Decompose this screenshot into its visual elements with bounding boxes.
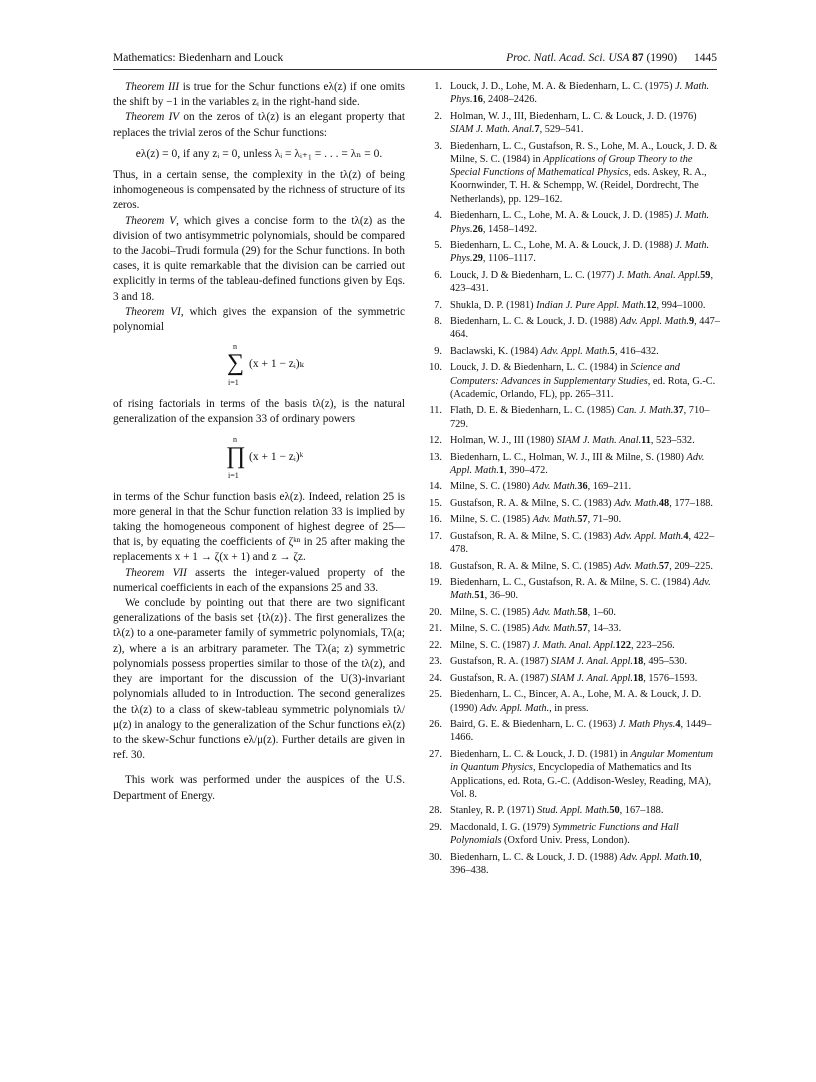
reference-pages: , 529–541. xyxy=(539,124,584,136)
reference-authors: Biedenharn, L. C., Lohe, M. A. & Louck, J. D. (1985) xyxy=(450,210,676,222)
reference-item xyxy=(424,672,720,685)
reference-pages: , 1458–1492. xyxy=(482,223,537,235)
reference-journal: Adv. Math. xyxy=(532,623,578,635)
reference-item xyxy=(424,434,720,447)
reference-pages: , 1576–1593. xyxy=(643,672,698,684)
reference-item xyxy=(424,345,720,358)
equation-product xyxy=(113,436,405,482)
reference-authors: Gustafson, R. A. (1987) xyxy=(450,656,551,668)
reference-number: 5. xyxy=(434,240,442,252)
reference-authors: Gustafson, R. A. & Milne, S. C. (1983) xyxy=(450,497,615,509)
reference-pages: , 447–464. xyxy=(450,316,720,341)
reference-journal: Adv. Math. xyxy=(532,481,578,493)
reference-number: 8. xyxy=(434,316,442,328)
reference-pages: , 209–225. xyxy=(669,560,713,572)
reference-item xyxy=(424,622,720,635)
reference-journal: Applications of Group Theory to the Special Functions of Mathematical Physics xyxy=(450,153,693,179)
reference-pages: , 14–33. xyxy=(587,623,622,635)
reference-pages: , ed. Rota, G.-C. (Academic, Orlando, FL), pp. 265–311. xyxy=(450,375,716,400)
reference-journal: SIAM J. Math. Anal. xyxy=(450,124,535,136)
reference-pages: , 71–90. xyxy=(587,514,622,526)
reference-journal: Indian J. Pure Appl. Math. xyxy=(536,299,647,311)
reference-pages: , in press. xyxy=(549,702,589,714)
reference-number: 3. xyxy=(434,140,442,152)
reference-pages: , Encyclopedia of Mathematics and Its Applications, ed. Rota, G.-C. (Addison-Wesley, Reading, MA), Vol. 8. xyxy=(450,762,712,800)
reference-journal: SIAM J. Anal. Appl. xyxy=(550,672,633,684)
reference-volume: 50 xyxy=(609,805,620,817)
reference-item xyxy=(424,851,720,878)
equation-zeros: eλ(z) = 0, if any zᵢ = 0, unless λᵢ = λᵢ₊₁ = . . . = λₙ = 0. xyxy=(135,147,383,160)
reference-number: 7. xyxy=(434,299,442,311)
reference-volume: 57 xyxy=(577,623,588,635)
reference-number: 15. xyxy=(429,497,442,509)
reference-item xyxy=(424,404,720,431)
reference-journal: Adv. Math. xyxy=(614,497,659,509)
reference-pages: , 36–90. xyxy=(484,590,519,602)
reference-journal: Adv. Appl. Math. xyxy=(619,316,689,328)
reference-authors: Stanley, R. P. (1971) xyxy=(450,805,538,817)
paragraph-theorem-iii: Theorem III is true for the Schur functions eλ(z) if one omits the shift by −1 in the variables zᵢ in the right-hand side. xyxy=(113,81,405,109)
reference-pages: , 2408–2426. xyxy=(482,94,537,106)
reference-item xyxy=(424,209,720,236)
reference-authors: Biedenharn, L. C., Gustafson, R. S., Lohe, M. A., Louck, J. D. & Milne, S. C. (1984) in xyxy=(450,140,718,165)
reference-journal: Symmetric Functions and Hall Polynomials xyxy=(450,821,679,847)
reference-item xyxy=(424,299,720,312)
reference-pages: , 495–530. xyxy=(643,656,688,668)
header-year: (1990) xyxy=(646,52,678,64)
product-lower-limit: i=1 xyxy=(228,470,239,480)
reference-item xyxy=(424,748,720,801)
reference-journal: Angular Momentum in Quantum Physics xyxy=(450,748,714,774)
reference-pages: , 167–188. xyxy=(619,805,664,817)
reference-number: 23. xyxy=(429,656,442,668)
reference-number: 16. xyxy=(429,514,442,526)
reference-item xyxy=(424,480,720,493)
reference-journal: J. Math. Anal. Appl. xyxy=(617,269,701,281)
reference-number: 21. xyxy=(429,623,442,635)
paragraph-rising-factorials: of rising factorials in terms of the basis tλ(z), is the natural generalization of the expansion 33 of ordinary powers xyxy=(113,398,405,426)
left-column xyxy=(113,80,405,804)
reference-number: 4. xyxy=(434,210,442,222)
page-number: 1445 xyxy=(694,52,717,64)
reference-authors: Baclawski, K. (1984) xyxy=(450,345,541,357)
reference-volume: 51 xyxy=(474,590,485,602)
reference-volume: 122 xyxy=(615,639,631,651)
reference-volume: 16 xyxy=(472,94,483,106)
product-upper-limit: n xyxy=(233,434,237,444)
reference-number: 27. xyxy=(429,748,442,760)
reference-authors: Louck, J. D. & Biedenharn, L. C. (1984) in xyxy=(450,362,631,374)
reference-volume: 18 xyxy=(632,672,644,684)
reference-authors: Milne, S. C. (1980) xyxy=(450,481,533,493)
reference-authors: Biedenharn, L. C. & Louck, J. D. (1981) in xyxy=(450,748,631,760)
reference-authors: Louck, J. D & Biedenharn, L. C. (1977) xyxy=(450,269,618,281)
reference-journal: Adv. Appl. Math. xyxy=(450,451,705,476)
reference-pages: , 994–1000. xyxy=(656,299,706,311)
reference-journal: Adv. Math. xyxy=(450,577,711,602)
header-journal: Proc. Natl. Acad. Sci. USA xyxy=(506,52,630,64)
reference-volume: 1 xyxy=(498,464,505,476)
header-rule xyxy=(113,69,717,70)
reference-item xyxy=(424,513,720,526)
reference-number: 6. xyxy=(434,269,442,281)
sum-lower-limit: i=1 xyxy=(228,378,239,388)
reference-pages: , eds. Askey, R. A., Koornwinder, T. H. & Schempp, W. (Reidel, Dordrecht, The Netherlands), pp. 129–162. xyxy=(450,167,707,205)
reference-authors: Milne, S. C. (1985) xyxy=(450,606,533,618)
reference-journal: SIAM J. Math. Anal. xyxy=(556,435,642,447)
reference-number: 13. xyxy=(429,451,442,463)
reference-item xyxy=(424,821,720,848)
reference-number: 1. xyxy=(434,81,442,92)
reference-volume: 57 xyxy=(577,514,588,526)
reference-list xyxy=(424,80,720,880)
reference-volume: 7 xyxy=(534,124,540,136)
reference-journal: Adv. Appl. Math. xyxy=(540,345,610,357)
reference-authors: Holman, W. J., III (1980) xyxy=(450,435,557,447)
reference-authors: Milne, S. C. (1987) xyxy=(450,639,533,651)
reference-journal: Adv. Appl. Math. xyxy=(619,851,689,863)
sum-body: (x + 1 − zᵢ)ₖ xyxy=(249,358,304,371)
reference-number: 18. xyxy=(429,560,442,572)
reference-journal: Stud. Appl. Math. xyxy=(537,805,610,817)
reference-pages: , 177–188. xyxy=(669,497,713,509)
reference-journal: J. Math. Phys. xyxy=(450,210,710,235)
reference-journal: Adv. Math. xyxy=(532,514,578,526)
reference-item xyxy=(424,655,720,668)
reference-volume: 59 xyxy=(700,269,711,281)
reference-pages: , 710–729. xyxy=(450,405,710,430)
reference-journal: Adv. Math. xyxy=(614,560,659,572)
reference-journal: Can. J. Math. xyxy=(617,405,674,417)
reference-journal: SIAM J. Anal. Appl. xyxy=(550,656,633,668)
product-body: (x + 1 − zᵢ)ᵏ xyxy=(249,450,304,463)
reference-item xyxy=(424,497,720,510)
reference-number: 26. xyxy=(429,719,442,731)
reference-item xyxy=(424,80,720,107)
reference-authors: Holman, W. J., III, Biedenharn, L. C. & Louck, J. D. (1976) xyxy=(450,110,697,122)
reference-authors: Gustafson, R. A. & Milne, S. C. (1983) xyxy=(450,530,615,542)
reference-pages: , 1106–1117. xyxy=(482,253,536,265)
reference-number: 11. xyxy=(429,405,442,417)
reference-number: 30. xyxy=(429,851,442,863)
reference-authors: Biedenharn, L. C., Gustafson, R. A. & Milne, S. C. (1984) xyxy=(450,577,693,589)
reference-authors: Biedenharn, L. C. & Louck, J. D. (1988) xyxy=(450,316,620,328)
reference-item xyxy=(424,110,720,137)
reference-number: 12. xyxy=(429,435,442,447)
reference-volume: 9 xyxy=(689,316,695,328)
equation-sum xyxy=(113,343,405,389)
reference-journal: Science and Computers: Advances in Supplementary Studies xyxy=(450,362,680,387)
reference-pages: , 422–478. xyxy=(450,530,715,556)
reference-authors: Louck, J. D., Lohe, M. A. & Biedenharn, L. C. (1975) xyxy=(450,81,676,92)
reference-number: 20. xyxy=(429,606,442,618)
reference-pages: , 1449–1466. xyxy=(450,719,712,744)
reference-number: 19. xyxy=(429,577,442,589)
reference-journal: J. Math. Anal. Appl. xyxy=(532,639,616,651)
reference-item xyxy=(424,718,720,745)
reference-volume: 36 xyxy=(577,481,588,493)
reference-authors: Macdonald, I. G. (1979) xyxy=(450,821,553,833)
reference-journal: Adv. Math. xyxy=(532,606,578,618)
reference-number: 22. xyxy=(429,639,442,651)
reference-volume: 26 xyxy=(472,223,483,235)
reference-pages: , 523–532. xyxy=(650,435,695,447)
reference-volume: 10 xyxy=(689,851,700,863)
reference-volume: 12 xyxy=(646,299,657,311)
reference-journal: J. Math Phys. xyxy=(618,719,676,731)
reference-number: 28. xyxy=(429,805,442,817)
reference-volume: 11 xyxy=(641,435,651,447)
reference-authors: Milne, S. C. (1985) xyxy=(450,623,533,635)
reference-authors: Gustafson, R. A. (1987) xyxy=(450,672,551,684)
paragraph-theorem-v: Theorem V, which gives a concise form to the tλ(z) as the division of two antisymmetric polynomials, should be compared to the Jacobi–Trudi formula (29) for the Schur functions. In both cases, it is quite remarkable that the division can be carried out explicitly in terms of the tableau-defined functions given by Eqs. 3 and 18. xyxy=(113,214,405,303)
reference-pages: , 390–472. xyxy=(504,464,548,476)
reference-authors: Biedenharn, L. C. & Louck, J. D. (1988) xyxy=(450,851,620,863)
paragraph-conclusion: We conclude by pointing out that there are two significant generalizations of the basis set {tλ(z)}. The first generalizes the tλ(z) to a one-parameter family of symmetric polynomials, Tλ(a; z), where a is an arbitrary parameter. The Tλ(a; z) symmetric polynomials possess properties similar to those of the tλ(z), and they are important for the discussion of the U(3)-invariant polynomials alluded to in Introduction. The second generalizes the tλ(z) to a class of skew-tableau symmetric polynomials tλ/μ(z) in analogy to the generalization of the Schur functions eλ(z) to the skew-Schur functions eλ/μ(z). Further details are given in ref. 30. xyxy=(113,597,405,762)
reference-item xyxy=(424,639,720,652)
reference-volume: 57 xyxy=(658,560,670,572)
reference-item xyxy=(424,688,720,715)
sum-upper-limit: n xyxy=(233,342,237,352)
reference-pages: , 396–438. xyxy=(450,851,702,876)
reference-number: 2. xyxy=(434,110,442,122)
reference-authors: Milne, S. C. (1985) xyxy=(450,514,533,526)
reference-number: 17. xyxy=(429,530,442,542)
reference-pages: , 423–431. xyxy=(450,269,714,295)
reference-number: 25. xyxy=(429,689,442,701)
reference-pages: , 223–256. xyxy=(630,639,675,651)
reference-authors: Biedenharn, L. C., Bincer, A. A., Lohe, M. A. & Louck, J. D. (1990) xyxy=(450,689,702,714)
header-journal-info xyxy=(506,52,717,64)
reference-item xyxy=(424,576,720,603)
reference-pages: , 169–211. xyxy=(587,481,632,493)
reference-number: 9. xyxy=(434,345,442,357)
reference-volume: 4 xyxy=(675,719,681,731)
reference-journal: Adv. Appl. Math. xyxy=(614,530,684,542)
reference-item xyxy=(424,269,720,296)
reference-pages: , 416–432. xyxy=(614,345,659,357)
paragraph-theorem-iv: Theorem IV on the zeros of tλ(z) is an elegant property that replaces the trivial zeros of the Schur functions: xyxy=(113,111,405,139)
reference-item xyxy=(424,315,720,342)
reference-volume: 4 xyxy=(683,530,689,542)
reference-authors: Flath, D. E. & Biedenharn, L. C. (1985) xyxy=(450,405,618,417)
paragraph-theorem-vii: Theorem VII asserts the integer-valued property of the numerical coefficients in each of the expansions 25 and 33. xyxy=(113,566,405,594)
reference-journal: J. Math. Phys. xyxy=(450,240,710,265)
reference-volume: 48 xyxy=(658,497,670,509)
reference-journal: Adv. Appl. Math. xyxy=(480,702,550,714)
reference-volume: 58 xyxy=(577,606,588,618)
reference-item xyxy=(424,804,720,817)
reference-volume: 29 xyxy=(472,253,483,265)
paragraph-complexity: Thus, in a certain sense, the complexity in the tλ(z) of being inhomogeneous is compensated by the richness of structure of its zeros. xyxy=(113,169,405,212)
paragraph-acknowledgment: This work was performed under the auspices of the U.S. Department of Energy. xyxy=(113,774,405,802)
reference-item xyxy=(424,140,720,206)
sum-symbol: ∑ xyxy=(227,350,245,377)
reference-journal: J. Math. Phys. xyxy=(450,81,710,106)
header-section-title: Mathematics: Biedenharn and Louck xyxy=(113,52,284,64)
reference-number: 24. xyxy=(429,672,442,684)
reference-number: 10. xyxy=(429,362,442,374)
reference-item xyxy=(424,361,720,401)
reference-item xyxy=(424,451,720,478)
reference-authors: Gustafson, R. A. & Milne, S. C. (1985) xyxy=(450,560,615,572)
reference-authors: Biedenharn, L. C., Holman, W. J., III & Milne, S. (1980) xyxy=(450,451,687,463)
reference-item xyxy=(424,560,720,573)
reference-item xyxy=(424,239,720,266)
reference-volume: 18 xyxy=(632,656,644,668)
product-symbol: ∏ xyxy=(226,442,246,469)
reference-item xyxy=(424,606,720,619)
paragraph-theorem-vi: Theorem VI, which gives the expansion of the symmetric polynomial xyxy=(113,305,405,334)
reference-number: 29. xyxy=(429,821,442,833)
reference-authors: Shukla, D. P. (1981) xyxy=(450,299,537,311)
reference-authors: Biedenharn, L. C., Lohe, M. A. & Louck, J. D. (1988) xyxy=(450,240,676,252)
running-header xyxy=(113,52,717,68)
reference-volume: 5 xyxy=(609,345,615,357)
reference-item xyxy=(424,530,720,557)
paragraph-schur-basis: in terms of the Schur function basis eλ(z). Indeed, relation 25 is more general in that the Schur function relation 33 is implied by taking the homogeneous component of highest degree of 25—that is, by equating the coefficients of ζᵏⁿ in 25 after making the replacements x + 1 → ζ(x + 1) and z → ζz. xyxy=(113,490,405,564)
header-volume: 87 xyxy=(632,52,644,64)
reference-authors: Baird, G. E. & Biedenharn, L. C. (1963) xyxy=(450,719,619,731)
reference-pages: (Oxford Univ. Press, London). xyxy=(501,835,630,847)
reference-pages: , 1–60. xyxy=(587,606,616,618)
reference-number: 14. xyxy=(429,481,442,493)
reference-volume: 37 xyxy=(673,405,684,417)
